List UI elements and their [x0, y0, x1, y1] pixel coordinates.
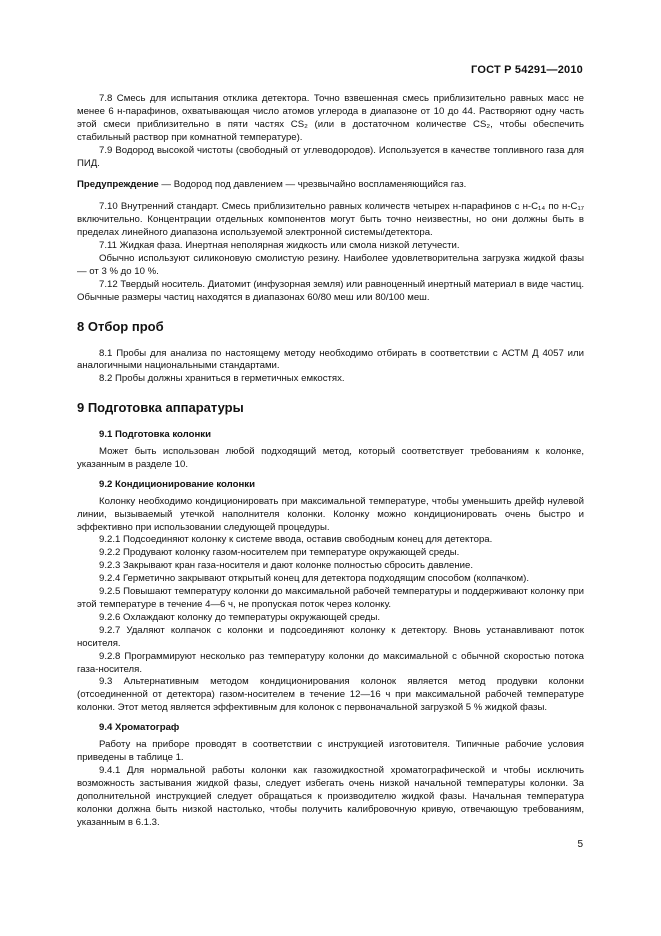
page-number: 5 [577, 839, 583, 850]
paragraph-9-2-2: 9.2.2 Продувают колонку газом-носителем при температуре окружающей среды. [99, 547, 460, 559]
paragraph-9-2-7: 9.2.7 Удаляют колпачок с колонки и подсоединяют колонку к детектору. Вновь устанавливают поток носителя. [77, 624, 584, 649]
paragraph-7-9: 7.9 Водород высокой чистоты (свободный от углеводородов). Используется в качестве топливного газа для ПИД. [77, 144, 584, 169]
subsection-heading-9-4: 9.4 Хроматограф [99, 722, 180, 734]
paragraph-9-2-5: 9.2.5 Повышают температуру колонки до максимальной рабочей температуры и поддерживают колонку при этой температуре в течение 4—6 ч, не пропуская поток через колонку. [77, 586, 584, 610]
document-code: ГОСТ Р 54291—2010 [471, 64, 583, 76]
subsection-heading-9-1: 9.1 Подготовка колонки [99, 429, 211, 441]
paragraph-9-2-3: 9.2.3 Закрывают кран газа-носителя и дают колонке полностью сбросить давление. [99, 560, 474, 572]
paragraph-9-4-1: 9.4.1 Для нормальной работы колонки как газожидкостной хроматографической и чтобы исключить возможность застывания жидкой фазы, следует избегать очень низкой начальной температуры колонки. За дополнительной инструкцией следует обращаться к производителю жидкой фазы. Начальная температура колонки должна быть низкой настолько, чтобы получить калибровочную кривую, отвечающую требованиям, указанным в 6.1.3. [77, 764, 584, 828]
page-body [77, 93, 584, 829]
paragraph-9-2-1: 9.2.1 Подсоединяют колонку к системе ввода, оставив свободным конец для детектора. [99, 534, 493, 546]
paragraph-7-11: 7.11 Жидкая фаза. Инертная неполярная жидкость или смола низкой летучести. [99, 240, 460, 252]
paragraph-7-10: 7.10 Внутренний стандарт. Смесь приблизительно равных количеств четырех н-парафинов с н-C₁₄ по н-C₁₇ включительно. Концентрации отдельных компонентов могут быть точно неизвестны, но они должны быть в пределах линейного диапазона используемой электронной системы/детектора. [77, 201, 584, 239]
paragraph-9-2-8: 9.2.8 Программируют несколько раз температуру колонки до максимальной с обычной скоростью потока газа-носителя. [77, 650, 584, 675]
paragraph-9-4: Работу на приборе проводят в соответствии с инструкцией изготовителя. Типичные рабочие условия приведены в таблице 1. [77, 739, 584, 763]
warning-note [77, 179, 584, 192]
paragraph-9-1: Может быть использован любой подходящий метод, который соответствует требованиям к колонке, указанным в разделе 10. [77, 446, 584, 470]
paragraph-9-2-4: 9.2.4 Герметично закрывают открытый конец для детектора подходящим способом (колпачком). [99, 573, 530, 585]
paragraph-9-2: Колонку необходимо кондиционировать при максимальной температуре, чтобы уменьшить дрейф нулевой линии, вызываемый утечкой наполнителя колонки. Колонку можно кондиционировать очень быстро и эффективно при использовании следующей процедуры. [77, 495, 584, 533]
subsection-heading-9-2: 9.2 Кондиционирование колонки [99, 478, 255, 490]
paragraph-7-11-note: Обычно используют силиконовую смолистую резину. Наиболее удовлетворительна загрузка жидкой фазы — от 3 % до 10 %. [77, 252, 584, 277]
paragraph-8-1: 8.1 Пробы для анализа по настоящему методу необходимо отбирать в соответствии с АСТМ Д 4057 или аналогичными национальными стандартами. [77, 347, 584, 372]
warning-label: Предупреждение [77, 179, 159, 191]
section-heading-8: 8 Отбор проб [77, 318, 164, 334]
paragraph-9-2-6: 9.2.6 Охлаждают колонку до температуры окружающей среды. [99, 611, 381, 623]
paragraph-7-8: 7.8 Смесь для испытания отклика детектора. Точно взвешенная смесь приблизительно равных масс не менее 6 н-парафинов, охватывающая число атомов углерода в диапазоне от 10 до 44. Растворяют одну часть этой смеси приблизительно в пяти частях CS₂ (или в достаточном количестве CS₂, чтобы обеспечить стабильный раствор при комнатной температуре). [77, 93, 584, 143]
paragraph-7-12: 7.12 Твердый носитель. Диатомит (инфузорная земля) или равноценный инертный материал в виде частиц. Обычные размеры частиц находятся в диапазонах 60/80 меш или 80/100 меш. [77, 278, 584, 303]
paragraph-8-2: 8.2 Пробы должны храниться в герметичных емкостях. [99, 373, 345, 385]
warning-text: — Водород под давлением — чрезвычайно воспламеняющийся газ. [158, 179, 467, 191]
paragraph-9-3: 9.3 Альтернативным методом кондиционирования колонок является метод продувки колонки (отсоединенной от детектора) газом-носителем в течение 12—16 ч при максимальной рабочей температуре колонки. Этот метод является эффективным для колонок с первоначальной загрузкой 5 % жидкой фазы. [77, 676, 584, 714]
section-heading-9: 9 Подготовка аппаратуры [77, 400, 244, 416]
